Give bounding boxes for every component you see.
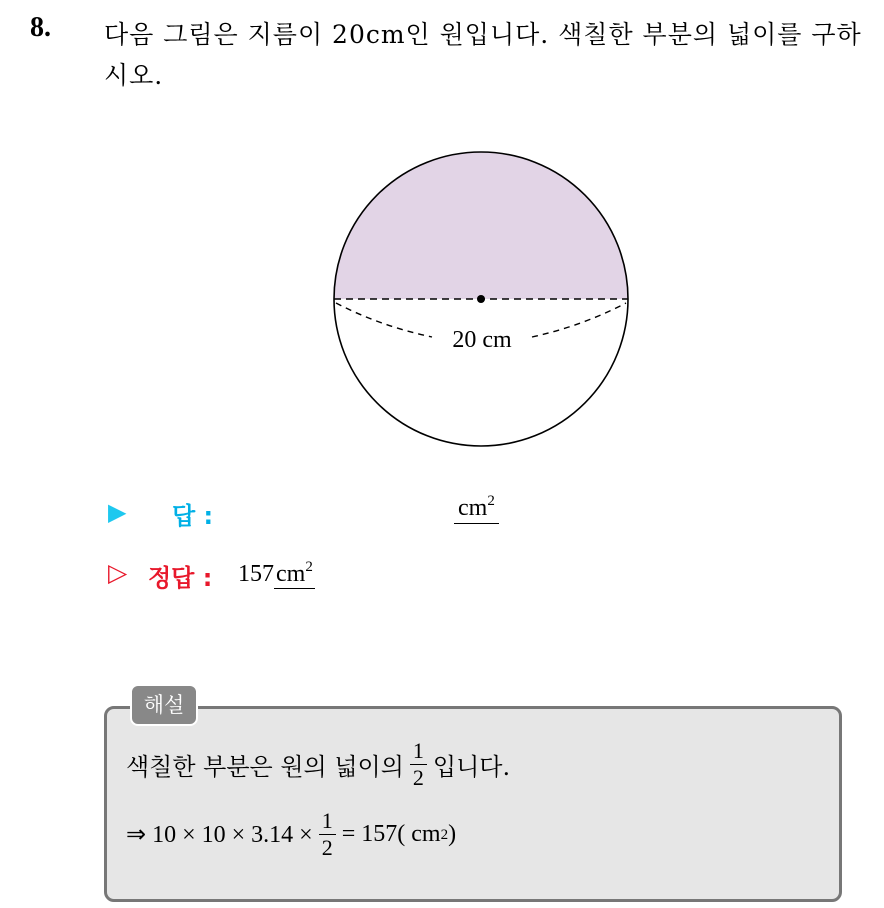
calc-result: = 157( cm [341,821,441,847]
question-number: 8. [30,12,51,43]
answer-unit: cm [458,495,488,521]
center-point [477,295,485,303]
explanation-suffix: 입니다. [432,753,511,781]
correct-unit: cm [276,561,306,587]
diameter-brace-left [336,303,432,337]
correct-unit-wrap [274,561,315,589]
correct-value-group [238,560,315,588]
explanation-text: 색칠한 부분은 원의 넓이의 [126,753,404,781]
calc-close: ) [448,821,457,847]
fraction-numerator: 1 [410,738,427,765]
correct-marker-icon: ▷ [108,558,128,587]
answer-marker-icon: ▶ [108,498,127,526]
answer-row [108,493,528,532]
calc-prefix: ⇒ 10 × 10 × 3.14 × [126,822,313,848]
answer-unit-exp: 2 [487,493,495,509]
question-text: 다음 그림은 지름이 20cm인 원입니다. 색칠한 부분의 넓이를 구하시오. [104,20,862,90]
explanation-box [104,706,842,902]
correct-value: 157 [238,561,274,587]
diameter-brace-right [532,303,626,337]
fraction-denominator: 2 [412,765,424,790]
explanation-line-2: ⇒ 10 × 10 × 3.14 × $\frac{1}{2}$ = 157( cm 2 ) [126,808,457,860]
answer-blank[interactable] [454,494,499,524]
circle-figure [320,140,640,460]
calc-fraction-denominator: 2 [321,835,333,860]
correct-unit-exp: 2 [305,559,313,575]
fraction-half [410,738,427,791]
shaded-half-circle [334,152,628,299]
calc-fraction-numerator: 1 [319,808,336,835]
answer-label: 답 : [172,502,214,530]
explanation-tag: 해설 [130,684,198,726]
correct-label: 정답 : [148,564,213,592]
explanation-line-1 [126,738,510,791]
diameter-label: 20 cm [452,327,512,353]
calc-fraction [319,808,336,861]
